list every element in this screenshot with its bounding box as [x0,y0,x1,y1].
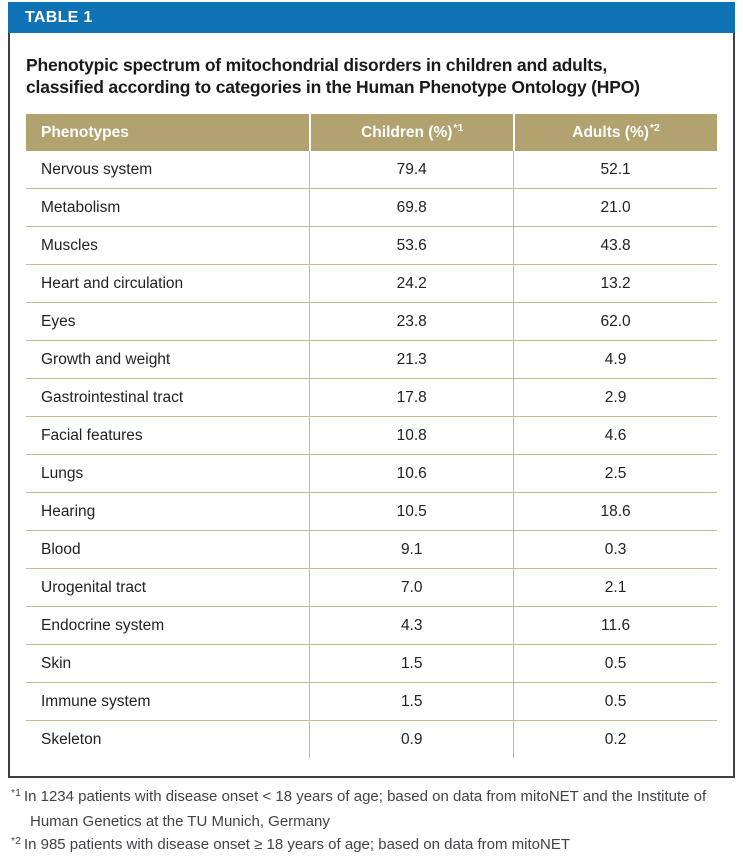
table-body [26,151,717,758]
phenotype-cell: Endocrine system [41,616,165,634]
phenotype-cell: Growth and weight [41,350,171,368]
footnotes [11,785,730,858]
phenotype-cell: Urogenital tract [41,578,147,596]
table-header-row [26,114,717,151]
children-value-cell: 53.6 [309,227,513,264]
phenotype-cell: Nervous system [41,160,153,178]
table-title [26,54,717,98]
adults-value-cell: 18.6 [513,493,717,530]
adults-value-cell: 11.6 [513,607,717,644]
phenotype-cell: Gastrointestinal tract [41,388,184,406]
adults-value-cell: 4.9 [513,341,717,378]
table-box [8,33,735,778]
children-value-cell: 10.8 [309,417,513,454]
table-row [26,455,717,493]
footnote-1-text: In 1234 patients with disease onset < 18 years of age; based on data from mitoNET and the Institute of Human Genetics at the TU Munich, Germany [23,788,707,830]
children-value-cell: 10.5 [309,493,513,530]
footnote-2-marker: *2 [11,835,21,847]
table-row [26,721,717,758]
children-value-cell: 1.5 [309,645,513,682]
adults-value-cell: 0.3 [513,531,717,568]
adults-value-cell: 13.2 [513,265,717,302]
children-value-cell: 21.3 [309,341,513,378]
table-row [26,151,717,189]
table-title-line1: Phenotypic spectrum of mitochondrial disorders in children and adults, [26,55,608,75]
adults-value-cell: 2.1 [513,569,717,606]
phenotype-cell: Metabolism [41,198,121,216]
phenotype-table [26,114,717,758]
column-header-adults [513,114,717,151]
table-row [26,645,717,683]
footnote-2-text: In 985 patients with disease onset ≥ 18 years of age; based on data from mitoNET [23,836,570,853]
children-value-cell: 23.8 [309,303,513,340]
children-value-cell: 24.2 [309,265,513,302]
adults-value-cell: 0.2 [513,721,717,758]
children-value-cell: 79.4 [309,151,513,188]
adults-value-cell: 0.5 [513,683,717,720]
column-header-phenotypes [26,114,309,151]
adults-value-cell: 43.8 [513,227,717,264]
table-banner [8,2,735,33]
children-value-cell: 7.0 [309,569,513,606]
table-row [26,417,717,455]
adults-value-cell: 52.1 [513,151,717,188]
children-value-cell: 9.1 [309,531,513,568]
phenotype-cell: Hearing [41,502,96,520]
footnote-1-marker: *1 [11,787,21,799]
table-row [26,607,717,645]
children-footnote-marker: *1 [453,121,464,134]
column-header-children-label: Children (%) [361,123,453,141]
footnote-1 [11,785,730,833]
table-row [26,493,717,531]
table-row [26,227,717,265]
phenotype-cell: Muscles [41,236,98,254]
column-header-children [309,114,513,151]
table-row [26,531,717,569]
table-row [26,683,717,721]
adults-value-cell: 21.0 [513,189,717,226]
adults-value-cell: 2.5 [513,455,717,492]
table-row [26,379,717,417]
children-value-cell: 1.5 [309,683,513,720]
phenotype-cell: Eyes [41,312,76,330]
phenotype-cell: Heart and circulation [41,274,184,292]
phenotype-cell: Blood [41,540,81,558]
children-value-cell: 69.8 [309,189,513,226]
children-value-cell: 0.9 [309,721,513,758]
column-header-adults-label: Adults (%) [572,123,649,141]
column-header-phenotypes-label: Phenotypes [41,123,129,141]
table-title-line2: classified according to categories in the Human Phenotype Ontology (HPO) [26,77,640,97]
phenotype-cell: Skeleton [41,730,102,748]
phenotype-cell: Lungs [41,464,84,482]
children-value-cell: 4.3 [309,607,513,644]
phenotype-cell: Immune system [41,692,151,710]
footnote-2 [11,833,730,858]
phenotype-cell: Facial features [41,426,143,444]
table-row [26,189,717,227]
phenotype-cell: Skin [41,654,72,672]
adults-value-cell: 62.0 [513,303,717,340]
adults-footnote-marker: *2 [649,121,660,134]
table-row [26,341,717,379]
children-value-cell: 10.6 [309,455,513,492]
table-banner-label: TABLE 1 [25,8,93,26]
adults-value-cell: 4.6 [513,417,717,454]
children-value-cell: 17.8 [309,379,513,416]
adults-value-cell: 2.9 [513,379,717,416]
table-row [26,303,717,341]
adults-value-cell: 0.5 [513,645,717,682]
table-row [26,569,717,607]
table-row [26,265,717,303]
